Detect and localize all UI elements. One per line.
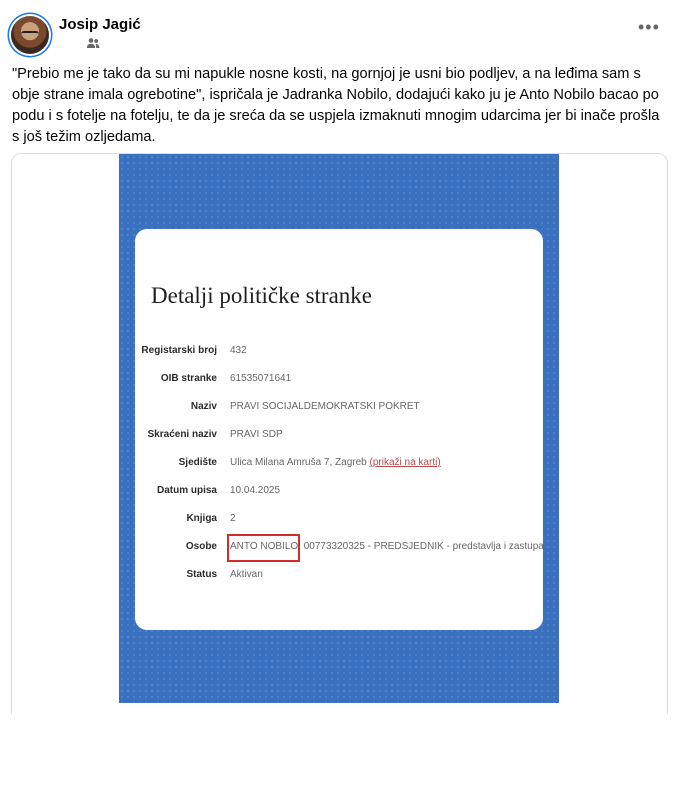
- post-image-frame[interactable]: [11, 153, 668, 714]
- row-registration-date: [135, 485, 543, 503]
- row-persons: [135, 541, 547, 559]
- row-label: Status: [186, 569, 217, 580]
- row-label: Knjiga: [186, 513, 217, 524]
- row-label: Skraćeni naziv: [147, 429, 217, 440]
- row-value: 10.04.2025: [230, 485, 281, 496]
- row-label: Sjedište: [178, 457, 217, 468]
- row-short-name: [135, 429, 543, 447]
- row-label: Datum upisa: [156, 485, 217, 496]
- post-text: "Prebio me je tako da su mi napukle nosne kosti, na gornjoj je usni bio podljev, a na leđima sam s obje strane imala ogrebotine", ispričala je Jadranka Nobilo, dodajući kako ju je Anto Nobilo bacao po podu i s fotelje na fotelju, te da je sreća da se uspjela izmaknuti mnogim udarcima jer bi inače prošla s još težim ozljedama.: [12, 66, 660, 145]
- row-value: [230, 457, 441, 468]
- avatar[interactable]: [11, 16, 49, 54]
- row-value: 61535071641: [230, 373, 292, 384]
- row-value: 2: [230, 513, 236, 524]
- row-label: OIB stranke: [160, 373, 217, 384]
- row-name: [135, 401, 543, 419]
- screenshot-image: [119, 154, 559, 703]
- row-seat: [135, 457, 543, 475]
- more-options-icon[interactable]: •••: [638, 17, 660, 37]
- author-name[interactable]: Josip Jagić: [59, 16, 141, 33]
- address-text: Ulica Milana Amruša 7, Zagreb: [230, 457, 367, 468]
- row-oib: [135, 373, 543, 391]
- party-details-card: [135, 229, 547, 630]
- row-value: PRAVI SDP: [230, 429, 283, 440]
- friends-icon[interactable]: [86, 37, 100, 49]
- row-status: [135, 569, 543, 587]
- show-on-map-link: (prikaži na karti): [369, 457, 441, 468]
- row-book: [135, 513, 543, 531]
- row-registry-number: [135, 345, 543, 363]
- row-value: 432: [230, 345, 247, 356]
- row-label: Registarski broj: [141, 345, 217, 356]
- row-value: Aktivan: [230, 569, 263, 580]
- row-value: ANTO NOBILO, 00773320325 - PREDSJEDNIK - predstavlja i zastupa;: [230, 541, 547, 552]
- highlight-box: [227, 534, 300, 562]
- row-label: Naziv: [190, 401, 217, 412]
- row-value: PRAVI SOCIJALDEMOKRATSKI POKRET: [230, 401, 420, 412]
- card-title: Detalji političke stranke: [151, 283, 372, 308]
- row-label: Osobe: [185, 541, 217, 552]
